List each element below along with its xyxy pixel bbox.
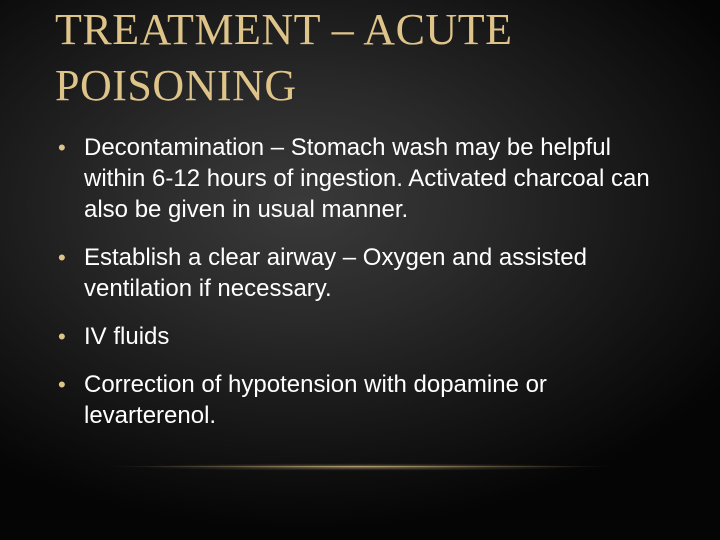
bullet-item-iv-fluids bbox=[58, 321, 668, 352]
bullet-text: IV fluids bbox=[84, 323, 170, 350]
bullet-list bbox=[58, 132, 668, 448]
bullet-dot-icon: • bbox=[58, 372, 66, 397]
bullet-text: Establish a clear airway – Oxygen and assisted ventilation if necessary. bbox=[84, 244, 587, 302]
bullet-dot-icon: • bbox=[58, 135, 66, 160]
bullet-text: Decontamination – Stomach wash may be helpful within 6-12 hours of ingestion. Activated charcoal can also be given in usual manner. bbox=[84, 134, 650, 223]
floor-line-decoration bbox=[110, 466, 610, 467]
bullet-dot-icon: • bbox=[58, 324, 66, 349]
bullet-item-airway bbox=[58, 242, 668, 304]
slide-title: TREATMENT – ACUTE POISONING bbox=[55, 5, 513, 110]
bullet-item-decontamination bbox=[58, 132, 668, 225]
floor-glow-decoration bbox=[60, 462, 660, 472]
bullet-text: Correction of hypotension with dopamine or levarterenol. bbox=[84, 371, 547, 429]
bullet-dot-icon: • bbox=[58, 245, 66, 270]
bullet-item-hypotension bbox=[58, 369, 668, 431]
